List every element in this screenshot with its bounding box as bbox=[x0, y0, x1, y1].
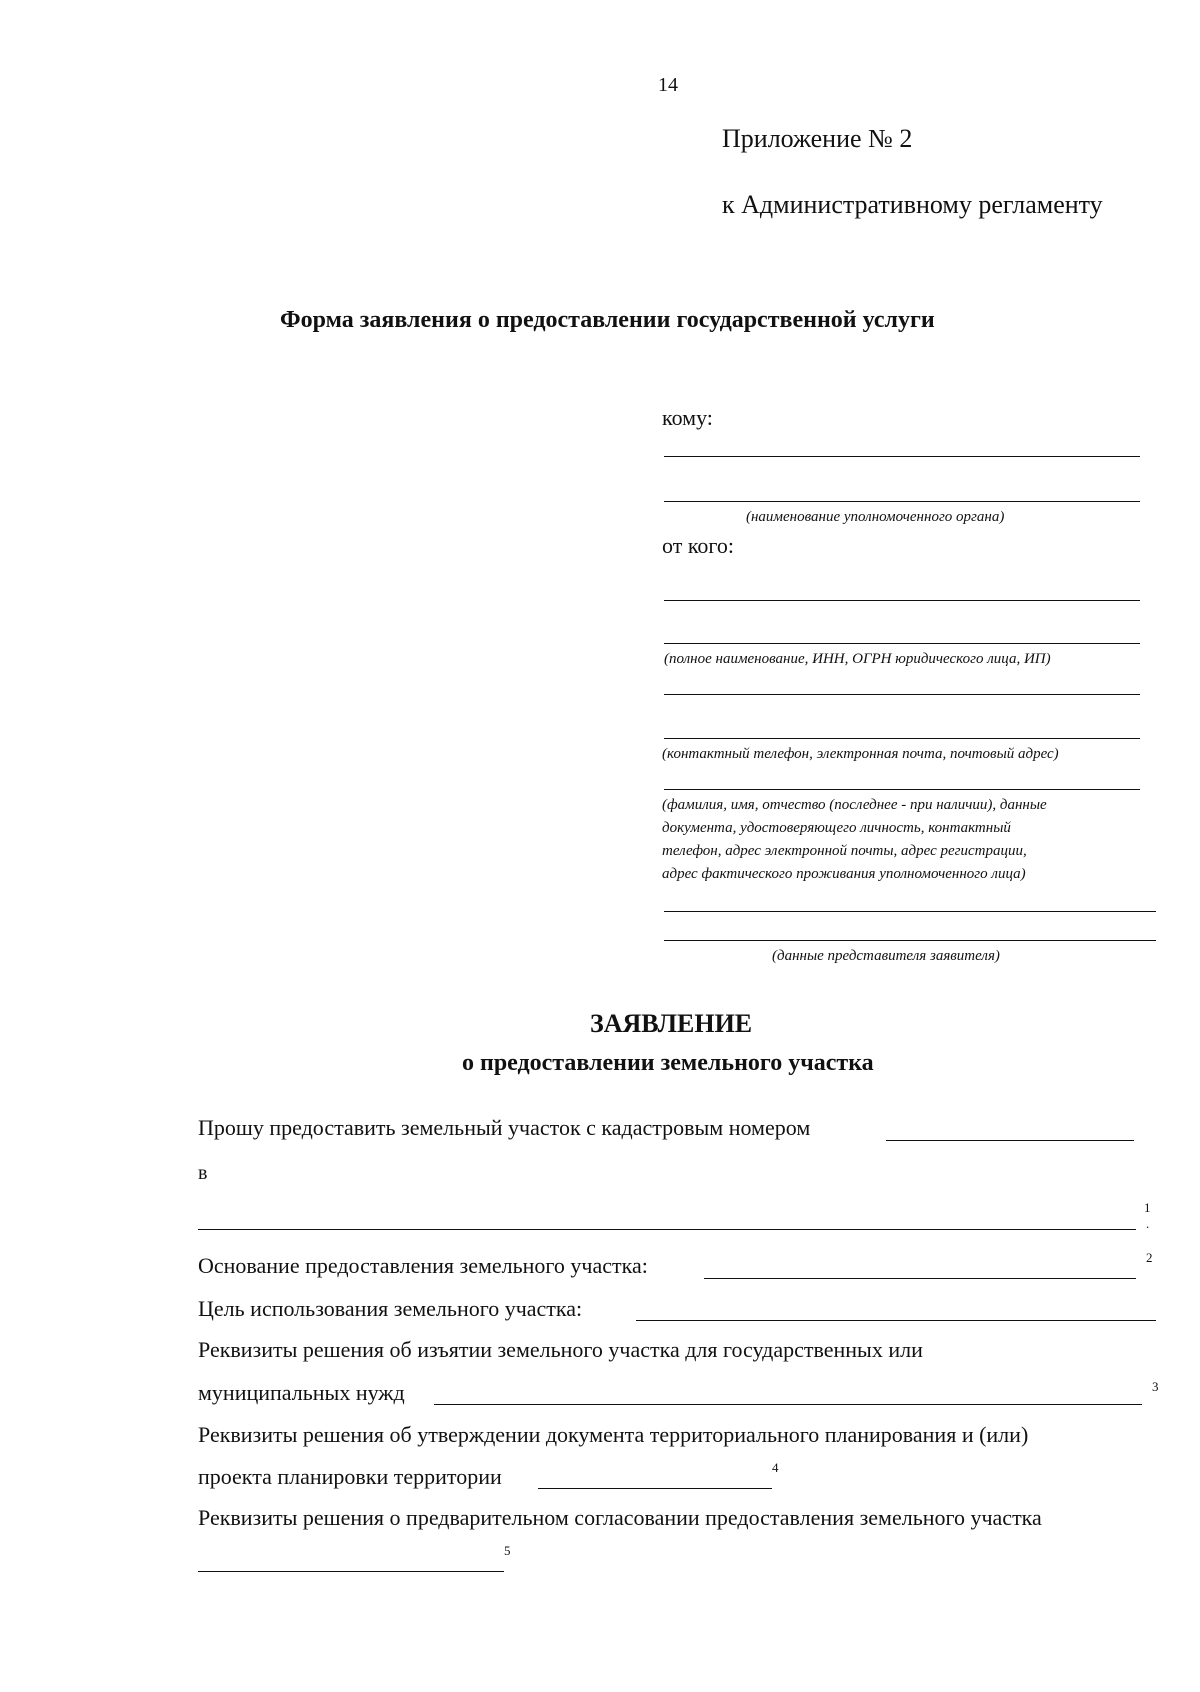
to-caption: (наименование уполномоченного органа) bbox=[746, 509, 1005, 525]
seizure-text-line-1: Реквизиты решения об изъятии земельного участка для государственных или bbox=[198, 1337, 923, 1362]
representative-field-line-1[interactable] bbox=[664, 911, 1156, 912]
appendix-number: Приложение № 2 bbox=[722, 124, 913, 153]
from-field-line-2[interactable] bbox=[664, 643, 1140, 644]
statement-subtitle: о предоставлении земельного участка bbox=[462, 1050, 874, 1076]
from-label: от кого: bbox=[662, 533, 734, 558]
appendix-reference: к Административному регламенту bbox=[722, 190, 1103, 219]
seizure-text-line-2: муниципальных нужд bbox=[198, 1380, 405, 1405]
to-field-line-2[interactable] bbox=[664, 501, 1140, 502]
footnote-4-marker: 4 bbox=[772, 1460, 779, 1475]
preliminary-text-line-1: Реквизиты решения о предварительном согласовании предоставления земельного участка bbox=[198, 1505, 1042, 1530]
person-caption-line-4: адрес фактического проживания уполномоченного лица) bbox=[662, 866, 1026, 882]
planning-text-line-2: проекта планировки территории bbox=[198, 1464, 502, 1489]
basis-field[interactable] bbox=[704, 1278, 1136, 1279]
planning-field[interactable] bbox=[538, 1488, 772, 1489]
purpose-field[interactable] bbox=[636, 1320, 1156, 1321]
page-number: 14 bbox=[658, 74, 678, 96]
basis-label: Основание предоставления земельного участка: bbox=[198, 1253, 648, 1278]
representative-caption: (данные представителя заявителя) bbox=[772, 948, 1000, 964]
contacts-field-line-2[interactable] bbox=[664, 738, 1140, 739]
preliminary-field[interactable] bbox=[198, 1571, 504, 1572]
statement-title: ЗАЯВЛЕНИЕ bbox=[590, 1009, 753, 1038]
person-caption-line-2: документа, удостоверяющего личность, контактный bbox=[662, 820, 1011, 836]
person-caption-line-3: телефон, адрес электронной почты, адрес регистрации, bbox=[662, 843, 1027, 859]
to-field-line-1[interactable] bbox=[664, 456, 1140, 457]
person-field-line[interactable] bbox=[664, 789, 1140, 790]
legal-entity-caption: (полное наименование, ИНН, ОГРН юридического лица, ИП) bbox=[664, 651, 1051, 667]
footnote-1-marker: 1 bbox=[1144, 1200, 1151, 1215]
in-label: в bbox=[198, 1162, 208, 1184]
to-label: кому: bbox=[662, 405, 713, 430]
cadastral-number-field[interactable] bbox=[886, 1140, 1134, 1141]
footnote-1-dot: . bbox=[1146, 1216, 1150, 1231]
footnote-3-marker: 3 bbox=[1152, 1379, 1159, 1394]
footnote-5-marker: 5 bbox=[504, 1543, 511, 1558]
contacts-field-line-1[interactable] bbox=[664, 694, 1140, 695]
seizure-field[interactable] bbox=[434, 1404, 1142, 1405]
person-caption-line-1: (фамилия, имя, отчество (последнее - при наличии), данные bbox=[662, 797, 1047, 813]
purpose-label: Цель использования земельного участка: bbox=[198, 1296, 583, 1321]
contacts-caption: (контактный телефон, электронная почта, почтовый адрес) bbox=[662, 746, 1059, 762]
planning-text-line-1: Реквизиты решения об утверждении документа территориального планирования и (или) bbox=[198, 1422, 1029, 1447]
location-field[interactable] bbox=[198, 1229, 1136, 1230]
representative-field-line-2[interactable] bbox=[664, 940, 1156, 941]
from-field-line-1[interactable] bbox=[664, 600, 1140, 601]
form-title: Форма заявления о предоставлении государственной услуги bbox=[280, 307, 935, 333]
footnote-2-marker: 2 bbox=[1146, 1250, 1153, 1265]
request-text: Прошу предоставить земельный участок с кадастровым номером bbox=[198, 1115, 811, 1140]
